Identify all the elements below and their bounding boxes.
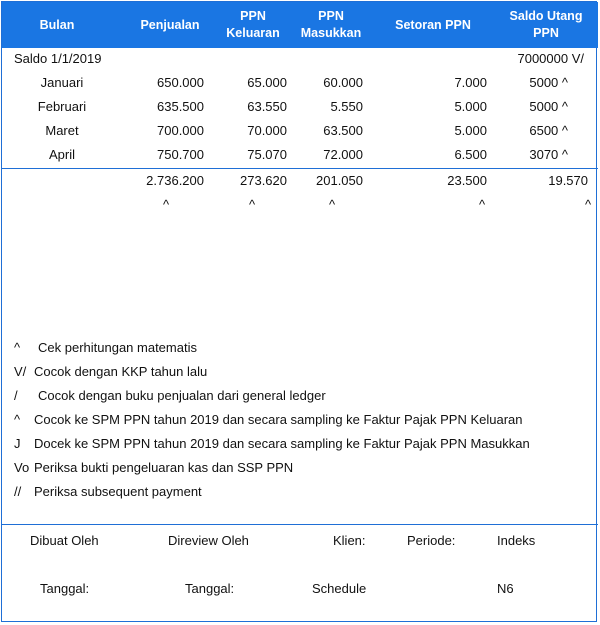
tickmark-saldo: ^	[584, 197, 592, 212]
tanggal-dibuat-label: Tanggal:	[40, 581, 90, 596]
header-setoran-ppn-label: Setoran PPN	[395, 17, 471, 32]
legend-item	[14, 339, 197, 357]
legend-symbol: ^	[14, 340, 21, 355]
legend-text: Docek ke SPM PPN tahun 2019 dan secara sampling ke Faktur Pajak PPN Masukkan	[34, 436, 530, 451]
header-ppn-keluaran	[218, 2, 288, 48]
cell-saldo: 5000 ^	[529, 99, 568, 114]
totals-row	[2, 170, 598, 192]
header-setoran-ppn	[378, 2, 488, 48]
total-penjualan: 2.736.200	[146, 173, 204, 188]
legend-item	[14, 363, 207, 381]
tickmark-ppn-masukkan: ^	[328, 197, 336, 212]
cell-setoran-ppn: 5.000	[454, 123, 487, 138]
cell-ppn-masukkan: 72.000	[323, 147, 363, 162]
tickmark-row	[2, 194, 598, 216]
cell-bulan: April	[48, 147, 75, 162]
dibuat-oleh-label: Dibuat Oleh	[30, 533, 99, 548]
cell-ppn-masukkan: 63.500	[323, 123, 363, 138]
legend-item	[14, 435, 530, 453]
legend-symbol: V/	[14, 364, 27, 379]
legend-symbol: J	[14, 436, 21, 451]
cell-setoran-ppn: 5.000	[454, 99, 487, 114]
opening-saldo: 7000000 V/	[517, 51, 584, 66]
periode-label: Periode:	[407, 533, 456, 548]
cell-bulan: Maret	[45, 123, 79, 138]
cell-bulan: Februari	[37, 99, 87, 114]
cell-saldo: 6500 ^	[529, 123, 568, 138]
cell-penjualan: 750.700	[157, 147, 204, 162]
header-ppn-masukkan-line2: Masukkan	[300, 26, 362, 40]
legend-symbol: //	[14, 484, 22, 499]
legend-symbol: Vo	[14, 460, 30, 475]
footer-separator	[2, 524, 598, 525]
table-row	[2, 72, 598, 94]
header-bulan-label: Bulan	[39, 17, 75, 32]
table-row	[2, 120, 598, 142]
table-row	[2, 144, 598, 166]
cell-penjualan: 700.000	[157, 123, 204, 138]
tickmark-setoran-ppn: ^	[478, 197, 486, 212]
opening-balance-row	[2, 48, 598, 70]
cell-setoran-ppn: 7.000	[454, 75, 487, 90]
table-row	[2, 96, 598, 118]
tickmark-ppn-keluaran: ^	[248, 197, 256, 212]
cell-ppn-keluaran: 75.070	[247, 147, 287, 162]
indeks-value: N6	[497, 581, 514, 596]
legend-text: Cocok ke SPM PPN tahun 2019 dan secara sampling ke Faktur Pajak PPN Keluaran	[34, 412, 523, 427]
legend-item	[14, 387, 326, 405]
header-penjualan-label: Penjualan	[140, 17, 200, 32]
cell-saldo: 3070 ^	[529, 147, 568, 162]
legend-text: Cocok dengan KKP tahun lalu	[34, 364, 208, 379]
legend-text: Cocok dengan buku penjualan dari general ledger	[38, 388, 326, 403]
header-saldo-line1: Saldo Utang	[509, 9, 583, 23]
tanggal-direview-label: Tanggal:	[185, 581, 235, 596]
indeks-label: Indeks	[497, 533, 536, 548]
cell-ppn-masukkan: 5.550	[330, 99, 363, 114]
cell-bulan: Januari	[40, 75, 84, 90]
opening-label: Saldo 1/1/2019	[14, 51, 102, 66]
cell-saldo: 5000 ^	[529, 75, 568, 90]
cell-penjualan: 650.000	[157, 75, 204, 90]
legend-item	[14, 411, 522, 429]
workpaper-frame	[1, 1, 597, 622]
cell-setoran-ppn: 6.500	[454, 147, 487, 162]
total-saldo: 19.570	[548, 173, 588, 188]
legend-text: Periksa subsequent payment	[34, 484, 202, 499]
legend-item	[14, 483, 202, 501]
klien-label: Klien:	[333, 533, 366, 548]
cell-ppn-keluaran: 70.000	[247, 123, 287, 138]
tickmark-penjualan: ^	[162, 197, 170, 212]
schedule-label: Schedule	[312, 581, 367, 596]
header-ppn-masukkan	[294, 2, 368, 48]
table-header	[2, 2, 598, 48]
header-ppn-keluaran-line2: Keluaran	[226, 26, 280, 40]
header-bulan	[2, 2, 112, 48]
cell-penjualan: 635.500	[157, 99, 204, 114]
total-setoran-ppn: 23.500	[447, 173, 487, 188]
cell-ppn-masukkan: 60.000	[323, 75, 363, 90]
legend-symbol: /	[14, 388, 18, 403]
header-saldo-line2: PPN	[533, 26, 559, 40]
totals-separator	[2, 168, 598, 169]
legend-item	[14, 459, 293, 477]
total-ppn-masukkan: 201.050	[316, 173, 363, 188]
header-saldo-utang-ppn	[496, 2, 596, 48]
header-ppn-masukkan-line1: PPN	[318, 9, 344, 23]
cell-ppn-keluaran: 65.000	[247, 75, 287, 90]
legend-text: Periksa bukti pengeluaran kas dan SSP PPN	[34, 460, 294, 475]
header-penjualan	[122, 2, 218, 48]
cell-ppn-keluaran: 63.550	[247, 99, 287, 114]
header-ppn-keluaran-line1: PPN	[240, 9, 266, 23]
legend-symbol: ^	[14, 412, 21, 427]
total-ppn-keluaran: 273.620	[240, 173, 287, 188]
legend-text: Cek perhitungan matematis	[38, 340, 197, 355]
direview-oleh-label: Direview Oleh	[168, 533, 249, 548]
